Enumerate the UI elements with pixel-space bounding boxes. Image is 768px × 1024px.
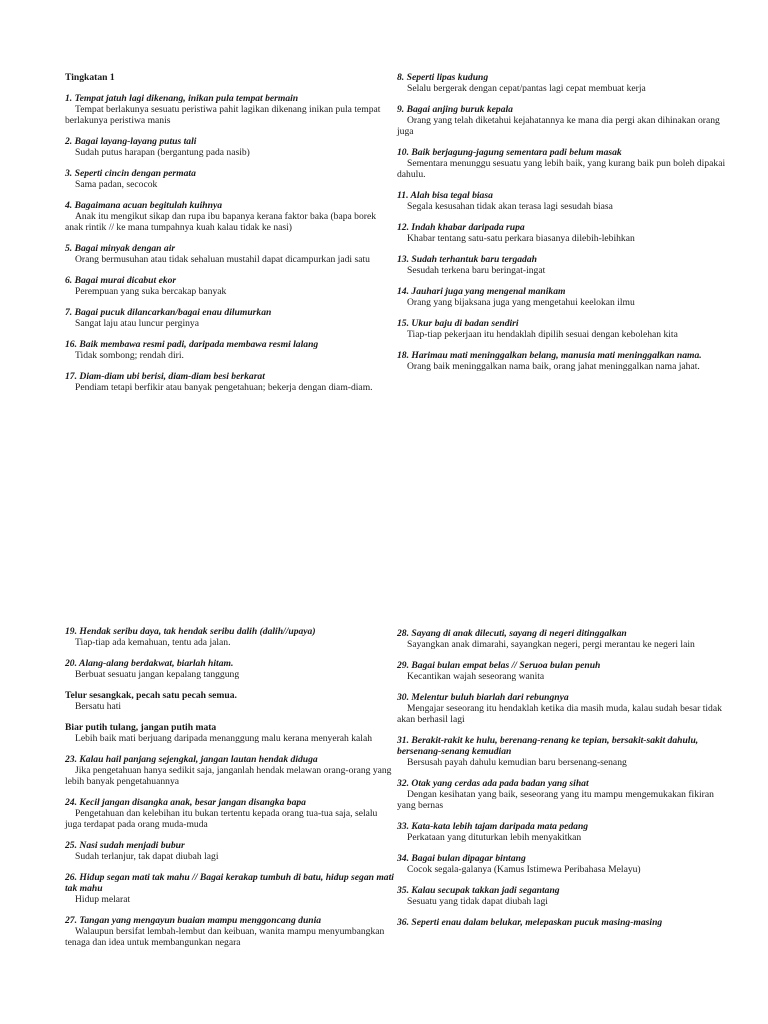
- proverb-number: 26.: [65, 872, 77, 883]
- proverb-meaning: Tiap-tiap ada kemahuan, tentu ada jalan.: [75, 637, 231, 648]
- proverb-number: 18.: [397, 350, 409, 361]
- proverb-meaning: Selalu bergerak dengan cepat/pantas lagi cepat membuat kerja: [407, 83, 646, 94]
- proverb-text: Kecil jangan disangka anak, besar jangan disangka bapa: [79, 797, 306, 808]
- proverb-text: Alang-alang berdakwat, biarlah hitam.: [79, 658, 234, 669]
- proverb-title: [397, 692, 727, 703]
- proverb-number: 16.: [65, 339, 77, 350]
- proverb-title: [65, 136, 395, 147]
- proverb-text: Sayang di anak dilecuti, sayang di negeri ditinggalkan: [411, 628, 627, 639]
- proverb-meaning: Sama padan, secocok: [75, 179, 158, 190]
- proverb-meaning: Sangat laju atau luncur perginya: [75, 318, 199, 329]
- proverb-text: Berakit-rakit ke hulu, berenang-renang ke tepian, bersakit-sakit dahulu, bersenang-senang kemudian: [397, 735, 699, 757]
- proverb-number: 1.: [65, 93, 73, 104]
- proverb-text: Seperti lipas kudung: [406, 72, 489, 83]
- proverb-entry: [397, 318, 727, 340]
- proverb-meaning: Walaupun bersifat lembah-lembut dan keibuan, wanita mampu menyumbangkan tenaga dan idea untuk membangunkan negara: [65, 926, 385, 948]
- proverb-entry: [397, 821, 727, 843]
- proverb-title: [397, 147, 727, 158]
- proverb-entry: [65, 93, 395, 126]
- proverb-entry: [65, 840, 395, 862]
- proverb-number: 29.: [397, 660, 409, 671]
- proverb-entry: [65, 872, 395, 905]
- proverb-text: Diam-diam ubi berisi, diam-diam besi berkarat: [79, 371, 265, 382]
- proverb-number: 25.: [65, 840, 77, 851]
- proverb-entry: [397, 72, 727, 94]
- proverb-text: Bagai murai dicabut ekor: [74, 275, 177, 286]
- proverb-text: Otak yang cerdas ada pada badan yang sihat: [411, 778, 589, 789]
- proverb-meaning: Perempuan yang suka bercakap banyak: [75, 286, 227, 297]
- proverb-meaning: Orang yang bijaksana juga yang mengetahui keelokan ilmu: [407, 297, 635, 308]
- bottom-right-column: [397, 628, 727, 938]
- proverb-entry: [397, 853, 727, 875]
- proverb-entry: [397, 778, 727, 811]
- proverb-text: Kata-kata lebih tajam daripada mata pedang: [411, 821, 589, 832]
- proverb-title: [397, 286, 727, 297]
- proverb-title: [65, 275, 395, 286]
- proverb-meaning: Anak itu mengikut sikap dan rupa ibu bapanya kerana faktor baka (bapa borek anak rintik // ke mana tumpahnya kuah kalau tidak ke nasi): [65, 211, 377, 233]
- proverb-number: 33.: [397, 821, 409, 832]
- proverb-meaning: Tidak sombong; rendah diri.: [75, 350, 184, 361]
- top-left-column: [65, 72, 395, 403]
- proverb-title: [397, 318, 727, 329]
- proverb-entry: [65, 690, 395, 712]
- proverb-number: 27.: [65, 915, 77, 926]
- proverb-meaning: Tempat berlakunya sesuatu peristiwa pahit lagikan dikenang inikan pula tempat berlakunya peristiwa manis: [65, 104, 381, 126]
- proverb-entry: [65, 275, 395, 297]
- proverb-number: 20.: [65, 658, 77, 669]
- proverb-meaning: Sudah putus harapan (bergantung pada nasib): [75, 147, 250, 158]
- proverb-meaning: Sesuatu yang tidak dapat diubah lagi: [407, 896, 548, 907]
- proverb-title: [65, 754, 395, 765]
- proverb-title: [397, 917, 727, 928]
- proverb-meaning: Segala kesusahan tidak akan terasa lagi sesudah biasa: [407, 201, 613, 212]
- proverb-title: [397, 821, 727, 832]
- proverb-number: 10.: [397, 147, 409, 158]
- proverb-title: [65, 722, 395, 733]
- proverb-number: 7.: [65, 307, 73, 318]
- proverb-entry: [397, 692, 727, 725]
- proverb-title: [65, 371, 395, 382]
- bottom-right-list: [397, 628, 727, 928]
- proverb-title: [65, 243, 395, 254]
- proverb-entry: [65, 722, 395, 744]
- proverb-title: [397, 72, 727, 83]
- proverb-number: 28.: [397, 628, 409, 639]
- proverb-title: [397, 222, 727, 233]
- proverb-entry: [397, 350, 727, 372]
- proverb-number: 23.: [65, 754, 77, 765]
- proverb-entry: [65, 658, 395, 680]
- proverb-text: Tangan yang mengayun buaian mampu menggoncang dunia: [79, 915, 322, 926]
- proverb-entry: [397, 735, 727, 768]
- proverb-meaning: Pengetahuan dan kelebihan itu bukan tertentu kepada orang tua-tua saja, selalu juga terdapat pada orang muda-muda: [65, 808, 378, 830]
- proverb-meaning: Lebih baik mati berjuang daripada menanggung malu kerana menyerah kalah: [75, 733, 373, 744]
- proverb-meaning: Perkataan yang dituturkan lebih menyakitkan: [407, 832, 582, 843]
- proverb-title: [397, 104, 727, 115]
- proverb-number: 9.: [397, 104, 405, 115]
- proverb-number: 5.: [65, 243, 73, 254]
- proverb-title: [65, 658, 395, 669]
- proverb-entry: [397, 628, 727, 650]
- proverb-title: [397, 254, 727, 265]
- proverb-number: 31.: [397, 735, 409, 746]
- proverb-title: [397, 735, 727, 757]
- proverb-title: [65, 168, 395, 179]
- proverb-text: Kalau secupak takkan jadi segantang: [411, 885, 560, 896]
- proverb-meaning: Tiap-tiap pekerjaan itu hendaklah dipilih sesuai dengan kebolehan kita: [407, 329, 678, 340]
- proverb-entry: [397, 104, 727, 137]
- proverb-title: [65, 872, 395, 894]
- proverb-meaning: Orang bermusuhan atau tidak sehaluan mustahil dapat dicampurkan jadi satu: [75, 254, 370, 265]
- proverb-number: 36.: [397, 917, 409, 928]
- proverb-title: [397, 660, 727, 671]
- proverb-text: Harimau mati meninggalkan belang, manusia mati meninggalkan nama.: [411, 350, 702, 361]
- proverb-number: 2.: [65, 136, 73, 147]
- proverb-text: Bagai layang-layang putus tali: [74, 136, 197, 147]
- proverb-title: [65, 307, 395, 318]
- proverb-title: [397, 628, 727, 639]
- proverb-text: Hidup segan mati tak mahu // Bagai kerakap tumbuh di batu, hidup segan mati tak mahu: [65, 872, 394, 894]
- section-heading: Tingkatan 1: [65, 72, 115, 83]
- proverb-text: Sudah terhantuk baru tergadah: [411, 254, 537, 265]
- proverb-meaning: Khabar tentang satu-satu perkara biasanya dilebih-lebihkan: [407, 233, 635, 244]
- proverb-number: 3.: [65, 168, 73, 179]
- proverb-number: 19.: [65, 626, 77, 637]
- proverb-entry: [397, 660, 727, 682]
- proverb-meaning: Berbuat sesuatu jangan kepalang tanggung: [75, 669, 240, 680]
- proverb-title: [65, 626, 395, 637]
- proverb-text: Seperti cincin dengan permata: [74, 168, 196, 179]
- proverb-entry: [65, 797, 395, 830]
- proverb-entry: [65, 339, 395, 361]
- proverb-text: Alah bisa tegal biasa: [410, 190, 493, 201]
- proverb-number: 17.: [65, 371, 77, 382]
- proverb-text: Indah khabar daripada rupa: [411, 222, 525, 233]
- proverb-meaning: Pendiam tetapi berfikir atau banyak pengetahuan; bekerja dengan diam-diam.: [75, 382, 373, 393]
- proverb-number: 35.: [397, 885, 409, 896]
- bottom-left-column: [65, 626, 395, 958]
- proverb-meaning: Jika pengetahuan hanya sedikit saja, janganlah hendak melawan orang-orang yang lebih banyak pengetahuannya: [65, 765, 392, 787]
- top-right-list: [397, 72, 727, 372]
- proverb-text: Ukur baju di badan sendiri: [411, 318, 519, 329]
- proverb-number: 14.: [397, 286, 409, 297]
- proverb-number: 32.: [397, 778, 409, 789]
- proverb-meaning: Bersatu hati: [75, 701, 122, 712]
- proverb-title: [397, 350, 727, 361]
- proverb-title: [65, 840, 395, 851]
- proverb-text: Bagai minyak dengan air: [74, 243, 176, 254]
- bottom-left-list: [65, 626, 395, 948]
- proverb-text: Telur sesangkak, pecah satu pecah semua.: [65, 690, 237, 701]
- proverb-text: Hendak seribu daya, tak hendak seribu dalih (dalih//upaya): [79, 626, 316, 637]
- proverb-text: Bagai anjing buruk kepala: [406, 104, 513, 115]
- proverb-entry: [65, 243, 395, 265]
- proverb-meaning: Mengajar seseorang itu hendaklah ketika dia masih muda, kalau sudah besar tidak akan berhasil lagi: [397, 703, 722, 725]
- proverb-title: [65, 200, 395, 211]
- proverb-title: [397, 853, 727, 864]
- top-left-list: [65, 93, 395, 393]
- proverb-entry: [397, 147, 727, 180]
- proverb-title: [397, 885, 727, 896]
- proverb-meaning: Sayangkan anak dimarahi, sayangkan negeri, pergi merantau ke negeri lain: [407, 639, 695, 650]
- proverb-entry: [65, 915, 395, 948]
- proverb-meaning: Orang baik meninggalkan nama baik, orang jahat meninggalkan nama jahat.: [407, 361, 700, 372]
- proverb-entry: [397, 885, 727, 907]
- proverb-number: 13.: [397, 254, 409, 265]
- proverb-entry: [65, 136, 395, 158]
- proverb-text: Bagai pucuk dilancarkan/bagai enau dilumurkan: [74, 307, 272, 318]
- proverb-entry: [397, 254, 727, 276]
- proverb-entry: [397, 190, 727, 212]
- proverb-meaning: Hidup melarat: [75, 894, 131, 905]
- proverb-text: Nasi sudah menjadi bubur: [79, 840, 185, 851]
- proverb-number: 6.: [65, 275, 73, 286]
- proverb-meaning: Sudah terlanjur, tak dapat diubah lagi: [75, 851, 219, 862]
- proverb-entry: [397, 917, 727, 928]
- proverb-text: Baik berjagung-jagung sementara padi belum masak: [411, 147, 622, 158]
- proverb-title: [65, 915, 395, 926]
- proverb-title: [397, 190, 727, 201]
- proverb-entry: [65, 307, 395, 329]
- proverb-meaning: Sementara menunggu sesuatu yang lebih baik, yang kurang baik pun boleh dipakai dahulu.: [397, 158, 726, 180]
- proverb-number: 11.: [397, 190, 409, 201]
- proverb-text: Baik membawa resmi padi, daripada membawa resmi lalang: [79, 339, 319, 350]
- proverb-text: Melentur buluh biarlah dari rebungnya: [411, 692, 569, 703]
- proverb-text: Bagaimana acuan begitulah kuihnya: [74, 200, 223, 211]
- proverb-text: Seperti enau dalam belukar, melepaskan pucuk masing-masing: [411, 917, 663, 928]
- proverb-meaning: Cocok segala-galanya (Kamus Istimewa Peribahasa Melayu): [407, 864, 641, 875]
- proverb-meaning: Sesudah terkena baru beringat-ingat: [407, 265, 546, 276]
- proverb-title: [65, 797, 395, 808]
- proverb-entry: [65, 754, 395, 787]
- proverb-meaning: Dengan kesihatan yang baik, seseorang yang itu mampu mengemukakan fikiran yang bernas: [397, 789, 714, 811]
- proverb-text: Tempat jatuh lagi dikenang, inikan pula tempat bermain: [74, 93, 299, 104]
- proverb-number: 4.: [65, 200, 73, 211]
- proverb-number: 15.: [397, 318, 409, 329]
- proverb-text: Jauhari juga yang mengenal manikam: [411, 286, 566, 297]
- proverb-title: [65, 339, 395, 350]
- proverb-title: [65, 93, 395, 104]
- proverb-text: Kalau hail panjang sejengkal, jangan lautan hendak diduga: [79, 754, 318, 765]
- proverb-entry: [65, 626, 395, 648]
- proverb-title: [397, 778, 727, 789]
- proverb-entry: [65, 371, 395, 393]
- proverb-number: 30.: [397, 692, 409, 703]
- proverb-number: 12.: [397, 222, 409, 233]
- top-right-column: [397, 72, 727, 382]
- proverb-title: [65, 690, 395, 701]
- proverb-text: Bagai bulan dipagar bintang: [411, 853, 526, 864]
- proverb-entry: [65, 168, 395, 190]
- proverb-meaning: Orang yang telah diketahui kejahatannya ke mana dia pergi akan dihinakan orang juga: [397, 115, 720, 137]
- proverb-text: Biar putih tulang, jangan putih mata: [65, 722, 217, 733]
- proverb-meaning: Kecantikan wajah seseorang wanita: [407, 671, 545, 682]
- proverb-entry: [65, 200, 395, 233]
- proverb-meaning: Bersusah payah dahulu kemudian baru bersenang-senang: [407, 757, 627, 768]
- proverb-number: 24.: [65, 797, 77, 808]
- proverb-number: 8.: [397, 72, 405, 83]
- proverb-text: Bagai bulan empat belas // Seruoa bulan penuh: [411, 660, 601, 671]
- proverb-entry: [397, 286, 727, 308]
- proverb-entry: [397, 222, 727, 244]
- proverb-number: 34.: [397, 853, 409, 864]
